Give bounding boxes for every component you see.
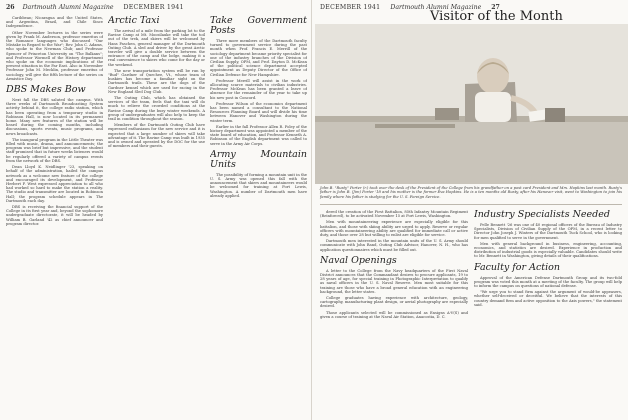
paragraph: Men with mountaineering experience are especially eligible for this battalion, and those with skiing ability are urged to apply. Reserve or regular officers with mountaineering ability are qualified for immediate call or active duty, and those over 28 but willing to enlist are eligible for service. xyxy=(320,220,468,238)
paragraph: A letter to the College from the Navy headquarters of the First Naval District announces that the Commandant desires to procure applicants, 19 to 28 years of age, for special training in Photographic Interpretation to qualify as naval officers in the U. S. Naval Reserve. Men most suitable for this training are those who have a broad general education with an engineering background, the letter states. xyxy=(320,268,468,294)
paragraph: Other November lectures in the series were given by Frank M. Anderson, professor emeritus of the Romance languages who discussed "Our Mistake in Regard to the War"; Rev. John C. Adams, who spoke to the Newman Club; and Professor Spencer of Princeton University on "The Balkans"; and Professor Wormell of the History department who spoke on the economic implications of the present situation in the Far East. Also in November Professor John M. Mecklin, professor emeritus of sociology, will give the fifth lecture of the series on Armistice Day. xyxy=(6,30,103,81)
paragraph: The possibility of forming a mountain unit in the U. S. Army was opened this fall with the announcement that skiers and mountaineers would be welcomed for training at Fort Lewis, Washington. A number of Dartmouth men have already applied. xyxy=(210,172,307,198)
paragraph: The arrival of a mile from the parking lot to the Ravine Camp at Mt. Moosilauke will take the toil out of the trek, and skiers will be welcomed by Hans Paschen, general manager of the Dartmouth Outing Club. A sled and driver by the great Arctic traveler will give a double service between the entrance of the camp and the lodge, making it a real convenience to skiers who come for the day or the weekend. xyxy=(108,29,205,67)
paragraph: Professor Wilson of the economics department has been named a consultant to the National Resources Planning Board and will divide his time between Hanover and Washington during the winter term. xyxy=(210,101,307,123)
paragraph: Three more members of the Dartmouth faculty turned to government service during the past month when Prof. Francis E. Merrill of the sociology department became priority specialist for one of the industry branches of the Division of Civilian Supply, OPM, and Prof. Dayton D. McKean of the political science department accepted appointment as Deputy Director of the Office of Civilian Defense for New Hampshire. xyxy=(210,39,307,77)
right-issue-date: DECEMBER 1941 xyxy=(320,4,381,11)
left-issue-date: DECEMBER 1941 xyxy=(123,4,184,11)
paragraph: dered the creation of the First Battalion, 85th Infantry Mountain Regiment (Reinforced), to be activated November 15 at Fort Lewis, Washington. xyxy=(320,210,468,219)
paragraph: Dean Lloyd K. Neidlinger '23, speaking on behalf of the administration, hailed the campus network as a welcome new feature of the college and encouraged its development, and Professor Herbert F. West expressed appreciation to all who had worked so hard to make the station a reality. The studio and transmitter are located in Robinson Hall; the program schedule appears in The Dartmouth each day. xyxy=(6,165,103,203)
section-heading-arctic-taxi: Arctic Taxi xyxy=(108,16,160,26)
right-page-number: 27 xyxy=(491,4,500,11)
paragraph: "We urge you to stand firm against the argument of would-be appeasers, whether self-deceived or deceitful. We believe that the interests of this country demand firm and active opposition to the Axis powers," the statement said. xyxy=(474,290,622,307)
section-heading-dbs: DBS Makes Bow xyxy=(6,84,86,96)
paragraph: Next fall the DBS saluted the campus. With three weeks of Dartmouth Broadcasting System activity behind it, the college radio station, which has been operating from a temporary studio in Robinson Hall, is now located in its permanent home. Many new features of the station will be heard during the coming months, including discussions, sports events, music programs, and news broadcasts. xyxy=(6,98,103,136)
left-column-1 xyxy=(6,16,103,416)
paragraph: The new transportation system will be run by "Bud" Gardner of Quechee, Vt., whose team of huskies has become a familiar sight on the Dartmouth trails. These are the dogs of the Gardner kennel which are used for racing in the New England Sled Dog Club. xyxy=(108,68,205,94)
section-heading-faculty-for-action: Faculty for Action xyxy=(474,261,560,273)
left-magazine-name: Dartmouth Alumni Magazine xyxy=(22,4,114,11)
section-heading-army-mountain: Army Mountain Units xyxy=(210,148,307,170)
paragraph: Members of the Dartmouth Outing Club have expressed enthusiasm for the new service and it is expected that a large number of skiers will take advantage of it. The Ravine Camp was built in 1935 and is owned and operated by the DOC for the use of members and their guests. xyxy=(108,123,205,149)
paragraph: The inaugural program in the Little Theater was filled with music, drama, and announcements; the program was brief but impressive, and the student staff promised that in future weeks listeners would be regularly offered a variety of campus events from the network of the DBS. xyxy=(6,137,103,163)
right-column-2 xyxy=(474,210,622,416)
left-page-number: 26 xyxy=(6,4,15,11)
left-running-head xyxy=(6,4,184,11)
paragraph: DBS is receiving the financial support of the College in its first year and, beyond the sophomore undergraduate directorate, it will be headed by William B. Garland '42 as chief announcer and program director. xyxy=(6,204,103,226)
right-column-1 xyxy=(320,210,468,416)
paragraph: Those applicants selected will be commissioned as Ensigns A-V(S) and given a course of training at the Naval Air Station, Anacostia, D. C. xyxy=(320,310,468,319)
paragraph: Men with general background in business, engineering, accounting, economics, and statistics are desired. Experience in production and distribution of industrial goods is especially valuable. Candidates should write to Mr. Bennett in Washington, giving details of their qualifications. xyxy=(474,241,622,259)
divider xyxy=(320,204,622,205)
right-magazine-name: Dartmouth Alumni Magazine xyxy=(390,4,482,11)
baby-photo xyxy=(315,24,628,184)
paragraph: Pelle Bennett '26 was one of 40 regional officers of the Bureau of Industry Specialists, Division of Civilian Supply of the OPM, in a recent letter to Director John Joseph J. Winters of the Dartmouth Tuck School, who is looking for men qualified to serve in the government. xyxy=(474,223,622,240)
left-column-2 xyxy=(108,16,205,416)
left-page xyxy=(0,0,312,420)
paragraph: Caribbean; Nicaragua and the United States, and Argentina, Brazil, and Chile Since Independence. xyxy=(6,16,103,29)
left-column-3 xyxy=(210,16,307,416)
paragraph: Approval of the American Defense Dartmouth Group and its two-fold program was voted this month at a meeting of the faculty. The group will help to inform the campus on questions of national defense. xyxy=(474,275,622,289)
photo-caption: John B. "Rusty" Porter (r.) took over the desk of the President of the College from his grandfather on a post card President and Mrs. Hopkins last month. Rusty's father is John B. (Jim) Porter '18 and his mother is the former Eva Hopkins. He is a ten months old Rusty, after his Hanover visit, went to Washington to join his family where his father is studying for the U. S. Foreign Service. xyxy=(320,186,622,199)
section-heading-naval-openings: Naval Openings xyxy=(320,254,397,266)
paragraph: College graduates having experience with architecture, geology, cartography, manufacturing plant design, or aerial photography are especially desired. xyxy=(320,296,468,309)
section-heading-industry-specialists: Industry Specialists Needed xyxy=(474,210,610,220)
page-title: Visitor of the Month xyxy=(430,9,563,24)
paragraph: Professor Merrill will assist in the work of allocating scarce materials to civilian industries. Professor McKean has been granted a leave of absence for the remainder of the year to take up his new post in Concord. xyxy=(210,78,307,100)
paragraph: The Outing Club, which has obtained the services of the team, feels that the taxi will do much to relieve the crowded conditions at the Ravine Camp during the busy winter weekends. A group of undergraduates will also help to keep the trail in condition throughout the season. xyxy=(108,96,205,122)
paragraph: Earlier in the fall Professor Allen R. Foley of the history department was appointed a member of the state board of education, and Professor Kenneth A. Robinson of the English department was called to serve in the Army Air Corps. xyxy=(210,124,307,146)
paragraph: Dartmouth men interested in the mountain units of the U. S. Army should communicate with John Rand, Outing Club Advisor, Hanover, N. H., who has application questionnaires which must be filled out. xyxy=(320,239,468,252)
photo-illustration xyxy=(315,24,628,184)
section-heading-government-posts: Take Government Posts xyxy=(210,16,307,36)
